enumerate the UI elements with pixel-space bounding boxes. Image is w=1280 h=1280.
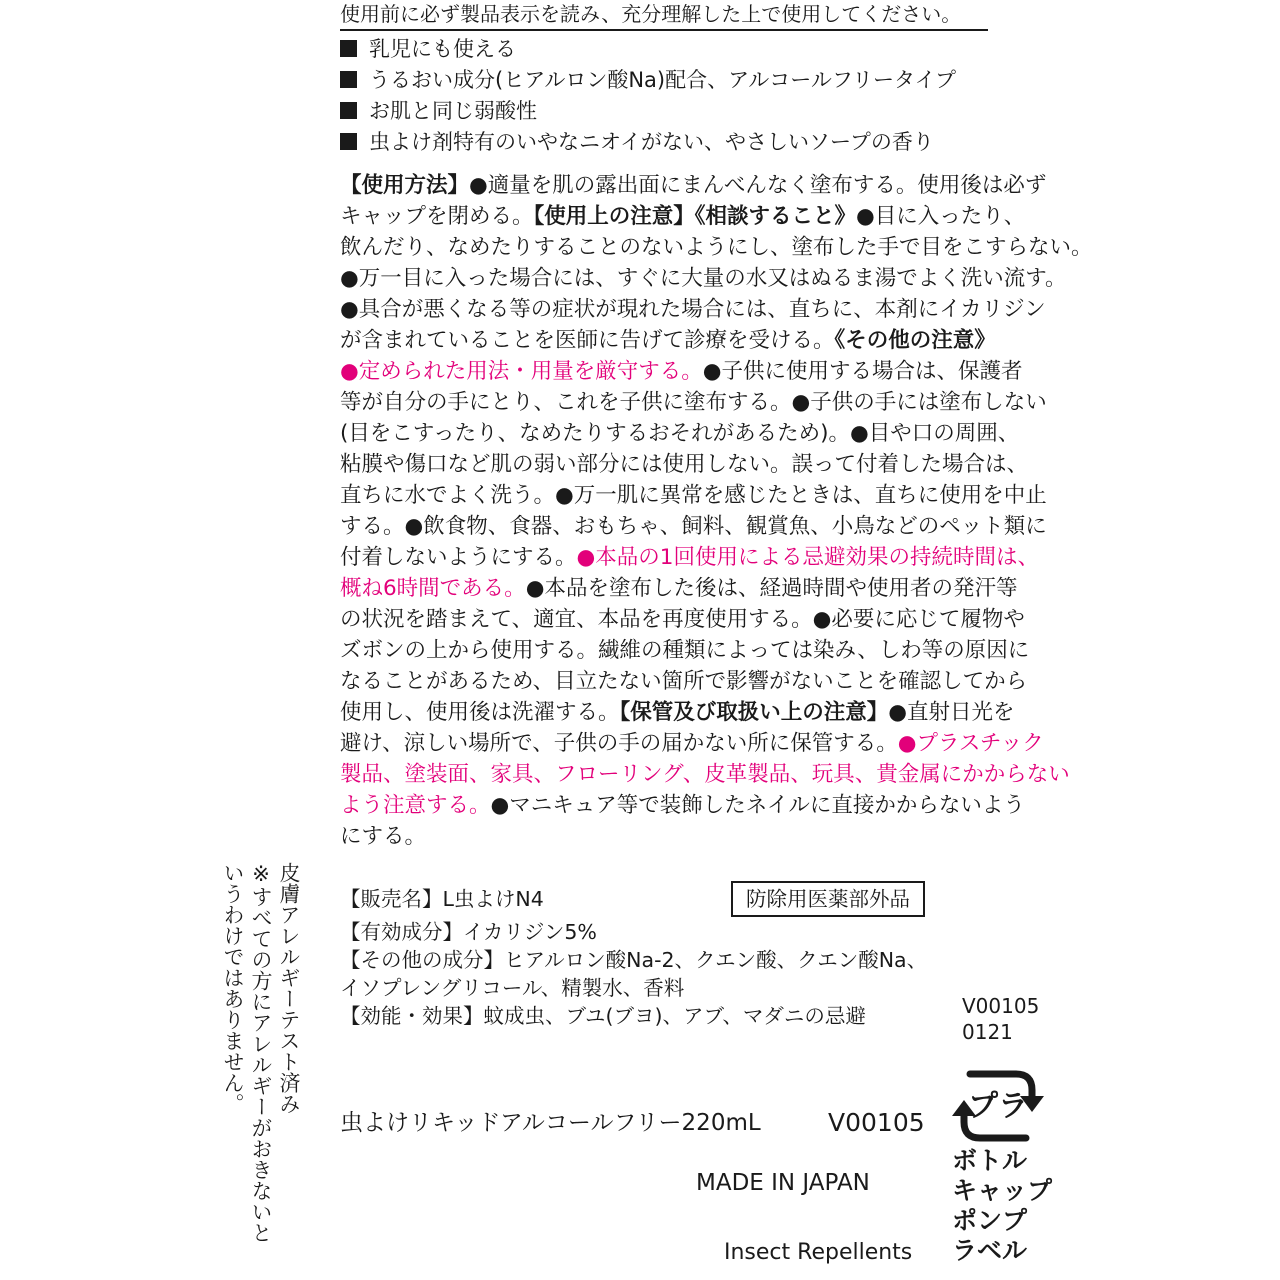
body-line bbox=[340, 449, 1060, 480]
body-segment: ●本品を塗布した後は、経過時間や使用者の発汗等 bbox=[525, 576, 1018, 601]
lot-number: 0121 bbox=[962, 1020, 1013, 1044]
category-label: Insect Repellents bbox=[724, 1240, 913, 1265]
body-segment: が含まれていることを医師に告げて診療を受ける。 bbox=[340, 328, 835, 353]
allergy-disclaimer: ※すべての方にアレルギーがおきないと bbox=[249, 862, 273, 1243]
body-line bbox=[340, 635, 1060, 666]
body-line bbox=[340, 325, 1060, 356]
allergy-test-note: 皮膚アレルギーテスト済み bbox=[277, 862, 301, 1114]
highlighted-caution: ●プラスチック bbox=[897, 731, 1044, 756]
section-heading: 《その他の注意》 bbox=[834, 328, 996, 353]
product-code: V00105 bbox=[828, 1108, 925, 1137]
recycle-pla-icon bbox=[950, 1060, 1046, 1152]
efficacy: 【効能・効果】蚊成虫、ブユ(ブヨ)、アブ、マダニの忌避 bbox=[340, 1004, 866, 1028]
material-pump: ポンプ bbox=[952, 1206, 1028, 1235]
body-line bbox=[340, 542, 1060, 573]
body-segment: 等が自分の手にとり、これを子供に塗布する。●子供の手には塗布しない bbox=[340, 390, 1047, 415]
square-bullet-icon bbox=[340, 102, 357, 119]
body-line bbox=[340, 666, 1060, 697]
feature-text: うるおい成分(ヒアルロン酸Na)配合、アルコールフリータイプ bbox=[369, 68, 956, 92]
feature-item bbox=[340, 127, 956, 158]
highlighted-caution: ●本品の1回使用による忌避効果の持続時間は、 bbox=[576, 545, 1039, 570]
usage-instructions-body bbox=[340, 170, 1093, 852]
material-cap: キャップ bbox=[952, 1176, 1053, 1205]
square-bullet-icon bbox=[340, 71, 357, 88]
body-line bbox=[340, 294, 1060, 325]
highlighted-caution: 概ね6時間である。 bbox=[340, 576, 526, 601]
body-line bbox=[340, 697, 1060, 728]
material-bottle: ボトル bbox=[952, 1146, 1028, 1175]
square-bullet-icon bbox=[340, 133, 357, 150]
sales-name: 【販売名】L虫よけN4 bbox=[340, 887, 544, 911]
quasi-drug-badge: 防除用医薬部外品 bbox=[731, 881, 925, 917]
feature-text: お肌と同じ弱酸性 bbox=[369, 99, 537, 123]
feature-text: 虫よけ剤特有のいやなニオイがない、やさしいソープの香り bbox=[369, 130, 934, 154]
body-segment: 粘膜や傷口など肌の弱い部分には使用しない。誤って付着した場合は、 bbox=[340, 452, 1029, 477]
body-segment: 直ちに水でよく洗う。●万一肌に異常を感じたときは、直ちに使用を中止 bbox=[340, 483, 1047, 508]
body-segment: ズボンの上から使用する。繊維の種類によっては染み、しわ等の原因に bbox=[340, 638, 1030, 663]
body-line bbox=[340, 728, 1060, 759]
body-line bbox=[340, 604, 1060, 635]
active-ingredient: 【有効成分】イカリジン5% bbox=[340, 920, 597, 944]
feature-item bbox=[340, 96, 956, 127]
body-segment: ●具合が悪くなる等の症状が現れた場合には、直ちに、本剤にイカリジン bbox=[340, 297, 1046, 322]
feature-item bbox=[340, 34, 956, 65]
product-name: 虫よけリキッドアルコールフリー220mL bbox=[340, 1110, 761, 1136]
body-line bbox=[340, 232, 1093, 263]
divider bbox=[340, 29, 988, 31]
body-segment: (目をこすったり、なめたりするおそれがあるため)。●目や口の周囲、 bbox=[340, 421, 1020, 446]
other-ingredients: 【その他の成分】ヒアルロン酸Na-2、クエン酸、クエン酸Na、 bbox=[340, 948, 928, 972]
body-segment: ●万一目に入った場合には、すぐに大量の水又はぬるま湯でよく洗い流す。 bbox=[340, 266, 1067, 291]
body-segment: ●適量を肌の露出面にまんべんなく塗布する。使用後は必ず bbox=[469, 173, 1047, 198]
body-line bbox=[340, 263, 1067, 294]
section-heading: 【使用上の注意】《相談すること》 bbox=[533, 204, 857, 229]
material-label: ラベル bbox=[952, 1236, 1028, 1265]
body-line bbox=[340, 573, 1060, 604]
body-segment: ●目に入ったり、 bbox=[856, 204, 1026, 229]
body-segment: 避け、涼しい場所で、子供の手の届かない所に保管する。 bbox=[340, 731, 898, 756]
body-line bbox=[340, 759, 1070, 790]
body-line bbox=[340, 790, 1060, 821]
highlighted-caution: 製品、塗装面、家具、フローリング、皮革製品、玩具、貴金属にかからない bbox=[340, 762, 1070, 787]
body-segment: キャップを閉める。 bbox=[340, 204, 534, 229]
body-line bbox=[340, 480, 1060, 511]
body-line bbox=[340, 387, 1060, 418]
section-heading: 【使用方法】 bbox=[340, 173, 470, 198]
body-segment: する。●飲食物、食器、おもちゃ、飼料、観賞魚、小鳥などのペット類に bbox=[340, 514, 1047, 539]
body-line bbox=[340, 356, 1060, 387]
section-heading: 【保管及び取扱い上の注意】 bbox=[619, 700, 889, 725]
body-segment: の状況を踏まえて、適宜、本品を再度使用する。●必要に応じて履物や bbox=[340, 607, 1025, 632]
body-line bbox=[340, 821, 1060, 852]
allergy-disclaimer-continued: いうわけではありません。 bbox=[221, 862, 245, 1114]
recycle-label: プラ bbox=[968, 1089, 1028, 1124]
highlighted-caution: ●定められた用法・用量を厳守する。 bbox=[340, 359, 703, 384]
made-in-label: MADE IN JAPAN bbox=[696, 1170, 870, 1196]
feature-list bbox=[340, 34, 956, 158]
body-segment: ●直射日光を bbox=[888, 700, 1015, 725]
usage-warning-note: 使用前に必ず製品表示を読み、充分理解した上で使用してください。 bbox=[340, 2, 962, 26]
body-line bbox=[340, 170, 1060, 201]
body-segment: ●マニキュア等で装飾したネイルに直接かからないよう bbox=[490, 793, 1025, 818]
body-line bbox=[340, 201, 1060, 232]
other-ingredients-continued: イソプレングリコール、精製水、香料 bbox=[340, 976, 685, 1000]
body-line bbox=[340, 418, 1060, 449]
body-segment: ●子供に使用する場合は、保護者 bbox=[702, 359, 1023, 384]
body-segment: 飲んだり、なめたりすることのないようにし、塗布した手で目をこすらない。 bbox=[340, 235, 1093, 260]
square-bullet-icon bbox=[340, 40, 357, 57]
feature-text: 乳児にも使える bbox=[369, 37, 516, 61]
body-segment: 付着しないようにする。 bbox=[340, 545, 577, 570]
body-segment: 使用し、使用後は洗濯する。 bbox=[340, 700, 620, 725]
body-segment: なることがあるため、目立たない箇所で影響がないことを確認してから bbox=[340, 669, 1028, 694]
body-line bbox=[340, 511, 1060, 542]
body-segment: にする。 bbox=[340, 824, 427, 849]
lot-code: V00105 bbox=[962, 994, 1040, 1018]
highlighted-caution: よう注意する。 bbox=[340, 793, 491, 818]
feature-item bbox=[340, 65, 956, 96]
